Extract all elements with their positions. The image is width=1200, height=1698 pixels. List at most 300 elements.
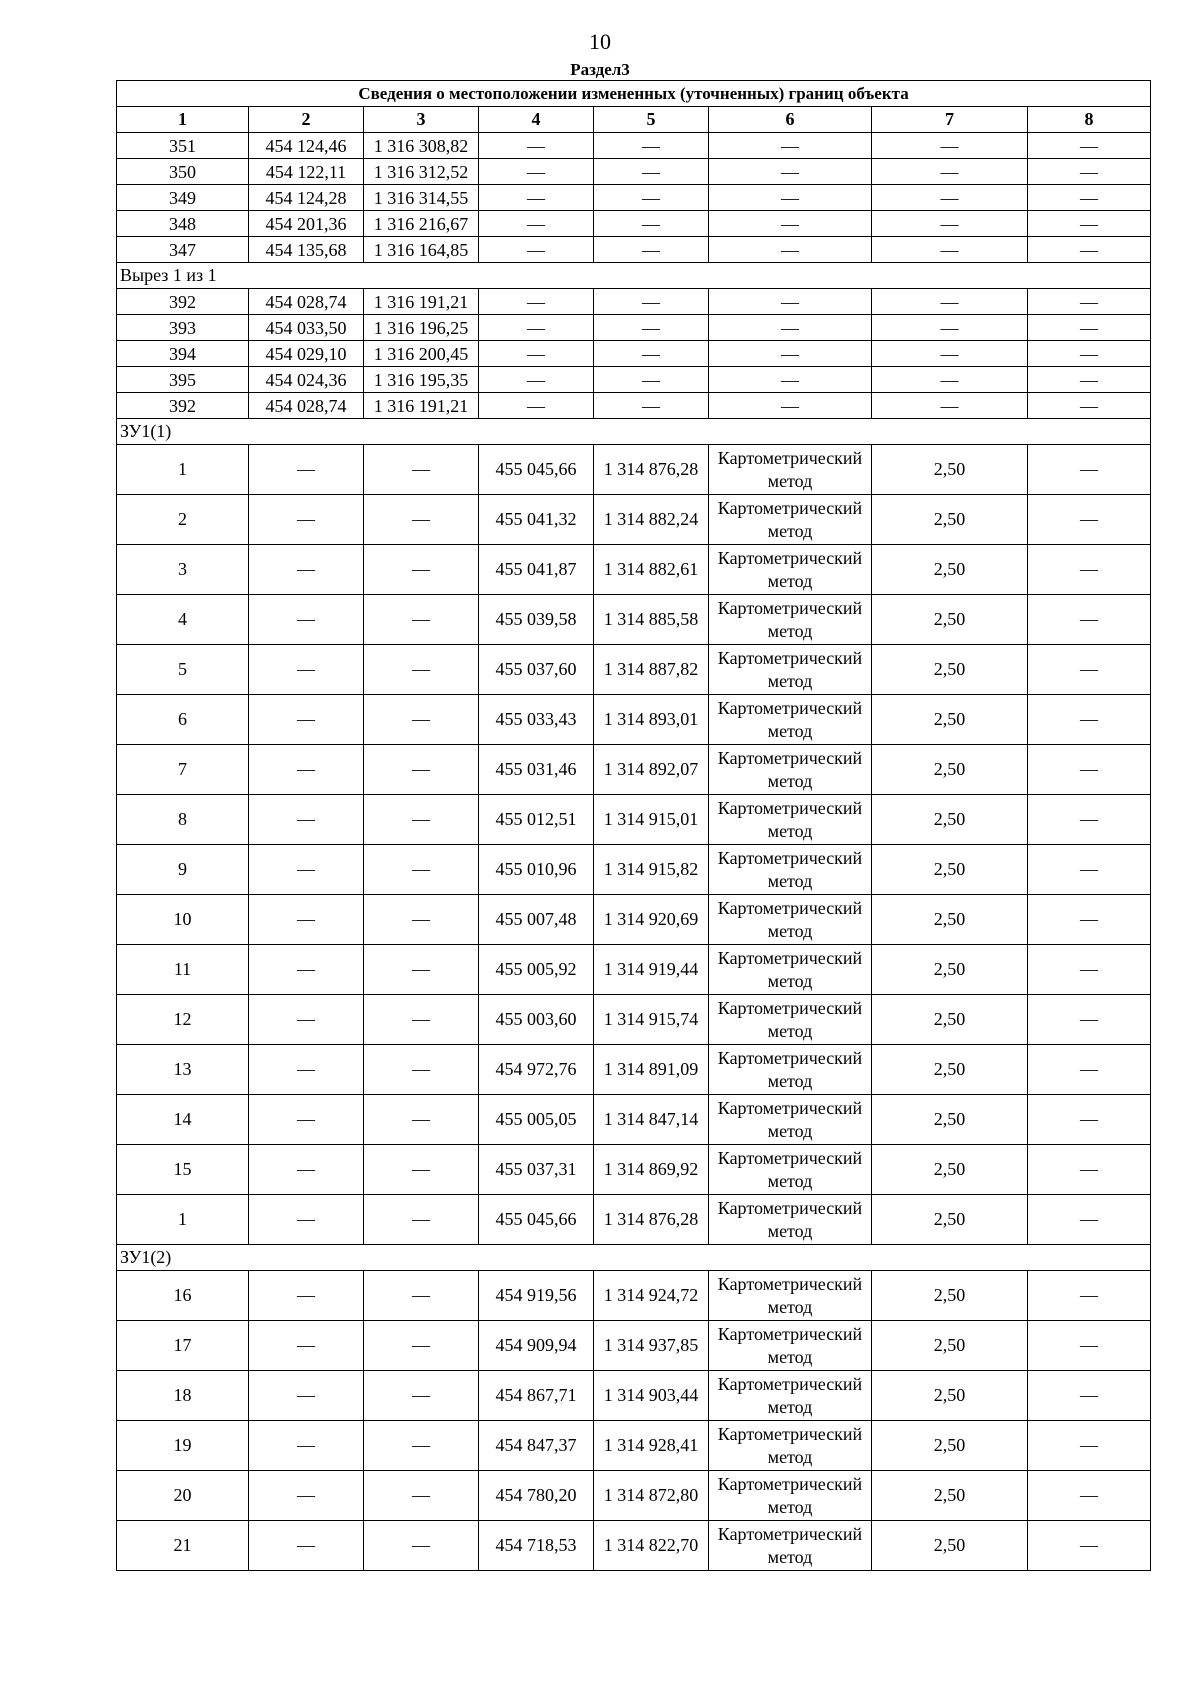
cell-col-4: 455 010,96 xyxy=(479,845,594,895)
table-caption: Сведения о местоположении измененных (уточненных) границ объекта xyxy=(117,81,1151,107)
cell-col-4: — xyxy=(479,237,594,263)
cell-col-2: — xyxy=(249,845,364,895)
cell-col-5: — xyxy=(594,315,709,341)
cell-col-6: — xyxy=(709,341,872,367)
cell-col-1: 15 xyxy=(117,1145,249,1195)
cell-col-7: 2,50 xyxy=(872,1095,1028,1145)
cell-col-1: 5 xyxy=(117,645,249,695)
cell-col-7: — xyxy=(872,185,1028,211)
cell-col-1: 348 xyxy=(117,211,249,237)
cell-col-3: — xyxy=(364,695,479,745)
cell-col-8: — xyxy=(1028,795,1151,845)
table-row xyxy=(117,185,1151,211)
cell-col-6: Картометрический метод xyxy=(709,895,872,945)
cell-col-6: Картометрический метод xyxy=(709,1095,872,1145)
cell-col-8: — xyxy=(1028,1195,1151,1245)
cell-col-3: 1 316 308,82 xyxy=(364,133,479,159)
cell-col-1: 10 xyxy=(117,895,249,945)
cell-col-6: Картометрический метод xyxy=(709,695,872,745)
cell-col-7: 2,50 xyxy=(872,845,1028,895)
cell-col-7: — xyxy=(872,289,1028,315)
cell-col-2: — xyxy=(249,1095,364,1145)
cell-col-4: — xyxy=(479,341,594,367)
cell-col-2: 454 201,36 xyxy=(249,211,364,237)
cell-col-4: 455 005,05 xyxy=(479,1095,594,1145)
table-row xyxy=(117,1045,1151,1095)
cell-col-5: 1 314 876,28 xyxy=(594,1195,709,1245)
cell-col-5: — xyxy=(594,159,709,185)
cell-col-6: Картометрический метод xyxy=(709,795,872,845)
cell-col-2: — xyxy=(249,995,364,1045)
table-row xyxy=(117,1195,1151,1245)
cell-col-8: — xyxy=(1028,845,1151,895)
cell-col-4: — xyxy=(479,185,594,211)
cell-col-1: 19 xyxy=(117,1421,249,1471)
cell-col-6: — xyxy=(709,393,872,419)
column-header-4: 4 xyxy=(479,107,594,133)
cell-col-1: 1 xyxy=(117,1195,249,1245)
cell-col-5: 1 314 928,41 xyxy=(594,1421,709,1471)
cell-col-1: 9 xyxy=(117,845,249,895)
cell-col-6: Картометрический метод xyxy=(709,1421,872,1471)
cell-col-7: 2,50 xyxy=(872,1421,1028,1471)
table-row xyxy=(117,1145,1151,1195)
cell-col-3: — xyxy=(364,595,479,645)
cell-col-5: 1 314 919,44 xyxy=(594,945,709,995)
cell-col-7: — xyxy=(872,133,1028,159)
cell-col-6: Картометрический метод xyxy=(709,595,872,645)
table-row xyxy=(117,495,1151,545)
table-row xyxy=(117,645,1151,695)
cell-col-2: — xyxy=(249,445,364,495)
section-title: Раздел3 xyxy=(570,60,630,79)
cell-col-6: Картометрический метод xyxy=(709,1521,872,1571)
cell-col-1: 3 xyxy=(117,545,249,595)
cell-col-3: — xyxy=(364,1045,479,1095)
cell-col-8: — xyxy=(1028,367,1151,393)
group-title: Вырез 1 из 1 xyxy=(117,263,1151,289)
cell-col-4: — xyxy=(479,133,594,159)
cell-col-4: 455 037,31 xyxy=(479,1145,594,1195)
column-header-1: 1 xyxy=(117,107,249,133)
cell-col-2: 454 033,50 xyxy=(249,315,364,341)
cell-col-7: 2,50 xyxy=(872,945,1028,995)
table-row xyxy=(117,745,1151,795)
cell-col-3: — xyxy=(364,1321,479,1371)
cell-col-4: — xyxy=(479,367,594,393)
cell-col-2: — xyxy=(249,595,364,645)
cell-col-4: 455 045,66 xyxy=(479,1195,594,1245)
cell-col-3: — xyxy=(364,1521,479,1571)
cell-col-3: — xyxy=(364,795,479,845)
cell-col-6: Картометрический метод xyxy=(709,745,872,795)
cell-col-1: 21 xyxy=(117,1521,249,1571)
group-header-row xyxy=(117,263,1151,289)
cell-col-7: — xyxy=(872,367,1028,393)
cell-col-3: — xyxy=(364,1371,479,1421)
cell-col-6: — xyxy=(709,133,872,159)
group-title: ЗУ1(2) xyxy=(117,1245,1151,1271)
cell-col-8: — xyxy=(1028,211,1151,237)
cell-col-8: — xyxy=(1028,341,1151,367)
cell-col-5: 1 314 822,70 xyxy=(594,1521,709,1571)
cell-col-2: 454 024,36 xyxy=(249,367,364,393)
cell-col-7: 2,50 xyxy=(872,1521,1028,1571)
cell-col-3: 1 316 196,25 xyxy=(364,315,479,341)
cell-col-8: — xyxy=(1028,945,1151,995)
cell-col-3: 1 316 216,67 xyxy=(364,211,479,237)
cell-col-5: — xyxy=(594,185,709,211)
cell-col-7: 2,50 xyxy=(872,545,1028,595)
cell-col-8: — xyxy=(1028,1521,1151,1571)
cell-col-7: 2,50 xyxy=(872,695,1028,745)
cell-col-1: 8 xyxy=(117,795,249,845)
cell-col-2: — xyxy=(249,1045,364,1095)
cell-col-5: 1 314 893,01 xyxy=(594,695,709,745)
page-number: 10 xyxy=(589,29,611,54)
cell-col-3: 1 316 312,52 xyxy=(364,159,479,185)
cell-col-3: — xyxy=(364,1471,479,1521)
cell-col-7: 2,50 xyxy=(872,1045,1028,1095)
cell-col-1: 392 xyxy=(117,393,249,419)
cell-col-1: 392 xyxy=(117,289,249,315)
table-row xyxy=(117,995,1151,1045)
cell-col-1: 14 xyxy=(117,1095,249,1145)
cell-col-7: 2,50 xyxy=(872,1271,1028,1321)
cell-col-5: — xyxy=(594,367,709,393)
cell-col-6: Картометрический метод xyxy=(709,995,872,1045)
cell-col-2: — xyxy=(249,645,364,695)
table-row xyxy=(117,1271,1151,1321)
cell-col-6: Картометрический метод xyxy=(709,545,872,595)
cell-col-5: 1 314 915,01 xyxy=(594,795,709,845)
cell-col-1: 1 xyxy=(117,445,249,495)
cell-col-8: — xyxy=(1028,1371,1151,1421)
cell-col-5: 1 314 882,61 xyxy=(594,545,709,595)
table-row xyxy=(117,545,1151,595)
cell-col-6: — xyxy=(709,237,872,263)
cell-col-7: 2,50 xyxy=(872,895,1028,945)
cell-col-1: 13 xyxy=(117,1045,249,1095)
group-header-row xyxy=(117,1245,1151,1271)
column-header-row xyxy=(117,107,1151,133)
table-row xyxy=(117,1095,1151,1145)
cell-col-7: 2,50 xyxy=(872,1195,1028,1245)
cell-col-6: Картометрический метод xyxy=(709,945,872,995)
cell-col-2: — xyxy=(249,1471,364,1521)
cell-col-5: — xyxy=(594,133,709,159)
cell-col-7: — xyxy=(872,341,1028,367)
cell-col-6: Картометрический метод xyxy=(709,1045,872,1095)
cell-col-8: — xyxy=(1028,133,1151,159)
column-header-2: 2 xyxy=(249,107,364,133)
cell-col-2: 454 028,74 xyxy=(249,393,364,419)
cell-col-1: 7 xyxy=(117,745,249,795)
cell-col-8: — xyxy=(1028,289,1151,315)
cell-col-4: 454 780,20 xyxy=(479,1471,594,1521)
cell-col-8: — xyxy=(1028,895,1151,945)
cell-col-5: 1 314 915,82 xyxy=(594,845,709,895)
table-row xyxy=(117,211,1151,237)
cell-col-3: — xyxy=(364,445,479,495)
cell-col-1: 12 xyxy=(117,995,249,1045)
group-title: ЗУ1(1) xyxy=(117,419,1151,445)
cell-col-7: 2,50 xyxy=(872,795,1028,845)
cell-col-6: — xyxy=(709,159,872,185)
cell-col-4: 454 972,76 xyxy=(479,1045,594,1095)
cell-col-3: 1 316 314,55 xyxy=(364,185,479,211)
cell-col-5: — xyxy=(594,237,709,263)
cell-col-4: — xyxy=(479,289,594,315)
cell-col-3: 1 316 191,21 xyxy=(364,289,479,315)
cell-col-6: Картометрический метод xyxy=(709,645,872,695)
cell-col-6: Картометрический метод xyxy=(709,1145,872,1195)
cell-col-1: 395 xyxy=(117,367,249,393)
cell-col-5: 1 314 937,85 xyxy=(594,1321,709,1371)
cell-col-7: 2,50 xyxy=(872,1145,1028,1195)
cell-col-4: 455 041,32 xyxy=(479,495,594,545)
table-row xyxy=(117,445,1151,495)
cell-col-2: 454 124,28 xyxy=(249,185,364,211)
cell-col-8: — xyxy=(1028,393,1151,419)
cell-col-2: — xyxy=(249,545,364,595)
table-row xyxy=(117,1371,1151,1421)
cell-col-2: — xyxy=(249,1271,364,1321)
cell-col-4: 455 045,66 xyxy=(479,445,594,495)
table-row xyxy=(117,133,1151,159)
cell-col-3: — xyxy=(364,1145,479,1195)
cell-col-3: 1 316 164,85 xyxy=(364,237,479,263)
table-row xyxy=(117,393,1151,419)
cell-col-5: 1 314 869,92 xyxy=(594,1145,709,1195)
cell-col-4: — xyxy=(479,393,594,419)
table-row xyxy=(117,895,1151,945)
cell-col-7: — xyxy=(872,237,1028,263)
cell-col-2: — xyxy=(249,1195,364,1245)
cell-col-4: 454 718,53 xyxy=(479,1521,594,1571)
cell-col-6: — xyxy=(709,289,872,315)
cell-col-6: — xyxy=(709,185,872,211)
cell-col-6: Картометрический метод xyxy=(709,1271,872,1321)
cell-col-2: 454 028,74 xyxy=(249,289,364,315)
cell-col-2: 454 124,46 xyxy=(249,133,364,159)
cell-col-4: 454 867,71 xyxy=(479,1371,594,1421)
cell-col-4: 455 007,48 xyxy=(479,895,594,945)
cell-col-4: — xyxy=(479,315,594,341)
cell-col-6: — xyxy=(709,211,872,237)
cell-col-1: 393 xyxy=(117,315,249,341)
cell-col-3: — xyxy=(364,1195,479,1245)
boundary-coordinates-table xyxy=(116,80,1151,1571)
cell-col-8: — xyxy=(1028,1421,1151,1471)
cell-col-8: — xyxy=(1028,315,1151,341)
table-row xyxy=(117,289,1151,315)
cell-col-7: 2,50 xyxy=(872,745,1028,795)
table-row xyxy=(117,237,1151,263)
table-row xyxy=(117,159,1151,185)
cell-col-2: — xyxy=(249,1521,364,1571)
cell-col-4: 455 003,60 xyxy=(479,995,594,1045)
cell-col-1: 17 xyxy=(117,1321,249,1371)
cell-col-8: — xyxy=(1028,1471,1151,1521)
table-row xyxy=(117,1521,1151,1571)
cell-col-6: Картометрический метод xyxy=(709,845,872,895)
cell-col-1: 20 xyxy=(117,1471,249,1521)
cell-col-2: — xyxy=(249,695,364,745)
cell-col-3: — xyxy=(364,1421,479,1471)
cell-col-7: 2,50 xyxy=(872,1471,1028,1521)
cell-col-8: — xyxy=(1028,159,1151,185)
cell-col-8: — xyxy=(1028,995,1151,1045)
cell-col-4: 455 041,87 xyxy=(479,545,594,595)
cell-col-8: — xyxy=(1028,1271,1151,1321)
cell-col-2: — xyxy=(249,745,364,795)
cell-col-3: 1 316 191,21 xyxy=(364,393,479,419)
table-row xyxy=(117,945,1151,995)
cell-col-1: 2 xyxy=(117,495,249,545)
cell-col-7: — xyxy=(872,211,1028,237)
cell-col-2: — xyxy=(249,1321,364,1371)
cell-col-8: — xyxy=(1028,1321,1151,1371)
table-row xyxy=(117,1421,1151,1471)
cell-col-2: — xyxy=(249,1371,364,1421)
cell-col-2: — xyxy=(249,895,364,945)
cell-col-4: — xyxy=(479,211,594,237)
cell-col-7: 2,50 xyxy=(872,595,1028,645)
column-header-3: 3 xyxy=(364,107,479,133)
cell-col-5: 1 314 876,28 xyxy=(594,445,709,495)
cell-col-8: — xyxy=(1028,595,1151,645)
cell-col-6: Картометрический метод xyxy=(709,1321,872,1371)
cell-col-5: — xyxy=(594,211,709,237)
cell-col-6: Картометрический метод xyxy=(709,1195,872,1245)
cell-col-3: 1 316 195,35 xyxy=(364,367,479,393)
table-row xyxy=(117,1471,1151,1521)
cell-col-4: 454 909,94 xyxy=(479,1321,594,1371)
cell-col-7: — xyxy=(872,393,1028,419)
cell-col-4: 455 005,92 xyxy=(479,945,594,995)
cell-col-2: — xyxy=(249,795,364,845)
cell-col-4: 454 919,56 xyxy=(479,1271,594,1321)
cell-col-8: — xyxy=(1028,745,1151,795)
cell-col-5: — xyxy=(594,289,709,315)
table-row xyxy=(117,341,1151,367)
table-row xyxy=(117,1321,1151,1371)
cell-col-4: 455 031,46 xyxy=(479,745,594,795)
cell-col-2: 454 029,10 xyxy=(249,341,364,367)
cell-col-1: 351 xyxy=(117,133,249,159)
cell-col-1: 349 xyxy=(117,185,249,211)
cell-col-4: 455 033,43 xyxy=(479,695,594,745)
cell-col-3: — xyxy=(364,945,479,995)
cell-col-5: 1 314 891,09 xyxy=(594,1045,709,1095)
table-row xyxy=(117,595,1151,645)
cell-col-1: 347 xyxy=(117,237,249,263)
cell-col-7: 2,50 xyxy=(872,645,1028,695)
column-header-5: 5 xyxy=(594,107,709,133)
cell-col-3: — xyxy=(364,545,479,595)
table-row xyxy=(117,795,1151,845)
cell-col-6: — xyxy=(709,315,872,341)
cell-col-4: 455 012,51 xyxy=(479,795,594,845)
cell-col-5: 1 314 915,74 xyxy=(594,995,709,1045)
cell-col-2: — xyxy=(249,1421,364,1471)
cell-col-2: — xyxy=(249,1145,364,1195)
cell-col-8: — xyxy=(1028,495,1151,545)
cell-col-5: — xyxy=(594,393,709,419)
cell-col-8: — xyxy=(1028,545,1151,595)
cell-col-8: — xyxy=(1028,1095,1151,1145)
table-row xyxy=(117,315,1151,341)
cell-col-1: 11 xyxy=(117,945,249,995)
cell-col-3: — xyxy=(364,1271,479,1321)
cell-col-1: 350 xyxy=(117,159,249,185)
table-row xyxy=(117,695,1151,745)
cell-col-1: 4 xyxy=(117,595,249,645)
cell-col-6: Картометрический метод xyxy=(709,1371,872,1421)
cell-col-3: — xyxy=(364,995,479,1045)
cell-col-6: Картометрический метод xyxy=(709,495,872,545)
cell-col-6: Картометрический метод xyxy=(709,445,872,495)
table-row xyxy=(117,845,1151,895)
cell-col-4: 454 847,37 xyxy=(479,1421,594,1471)
cell-col-4: 455 037,60 xyxy=(479,645,594,695)
cell-col-3: — xyxy=(364,745,479,795)
cell-col-3: — xyxy=(364,845,479,895)
column-header-7: 7 xyxy=(872,107,1028,133)
cell-col-1: 394 xyxy=(117,341,249,367)
cell-col-1: 18 xyxy=(117,1371,249,1421)
cell-col-5: 1 314 887,82 xyxy=(594,645,709,695)
cell-col-3: — xyxy=(364,1095,479,1145)
cell-col-7: — xyxy=(872,159,1028,185)
cell-col-4: 455 039,58 xyxy=(479,595,594,645)
cell-col-5: 1 314 847,14 xyxy=(594,1095,709,1145)
cell-col-2: 454 135,68 xyxy=(249,237,364,263)
cell-col-3: — xyxy=(364,895,479,945)
cell-col-5: 1 314 920,69 xyxy=(594,895,709,945)
cell-col-5: 1 314 924,72 xyxy=(594,1271,709,1321)
table-row xyxy=(117,367,1151,393)
cell-col-6: — xyxy=(709,367,872,393)
cell-col-1: 6 xyxy=(117,695,249,745)
cell-col-5: 1 314 882,24 xyxy=(594,495,709,545)
cell-col-6: Картометрический метод xyxy=(709,1471,872,1521)
cell-col-8: — xyxy=(1028,1145,1151,1195)
cell-col-7: 2,50 xyxy=(872,995,1028,1045)
cell-col-3: 1 316 200,45 xyxy=(364,341,479,367)
cell-col-3: — xyxy=(364,495,479,545)
cell-col-2: — xyxy=(249,945,364,995)
cell-col-7: 2,50 xyxy=(872,445,1028,495)
cell-col-7: 2,50 xyxy=(872,1321,1028,1371)
cell-col-7: — xyxy=(872,315,1028,341)
cell-col-8: — xyxy=(1028,445,1151,495)
cell-col-1: 16 xyxy=(117,1271,249,1321)
cell-col-2: — xyxy=(249,495,364,545)
cell-col-8: — xyxy=(1028,185,1151,211)
cell-col-5: 1 314 903,44 xyxy=(594,1371,709,1421)
cell-col-8: — xyxy=(1028,645,1151,695)
cell-col-8: — xyxy=(1028,1045,1151,1095)
column-header-8: 8 xyxy=(1028,107,1151,133)
cell-col-5: 1 314 892,07 xyxy=(594,745,709,795)
cell-col-7: 2,50 xyxy=(872,495,1028,545)
cell-col-8: — xyxy=(1028,695,1151,745)
cell-col-8: — xyxy=(1028,237,1151,263)
column-header-6: 6 xyxy=(709,107,872,133)
table-body xyxy=(117,133,1151,1571)
